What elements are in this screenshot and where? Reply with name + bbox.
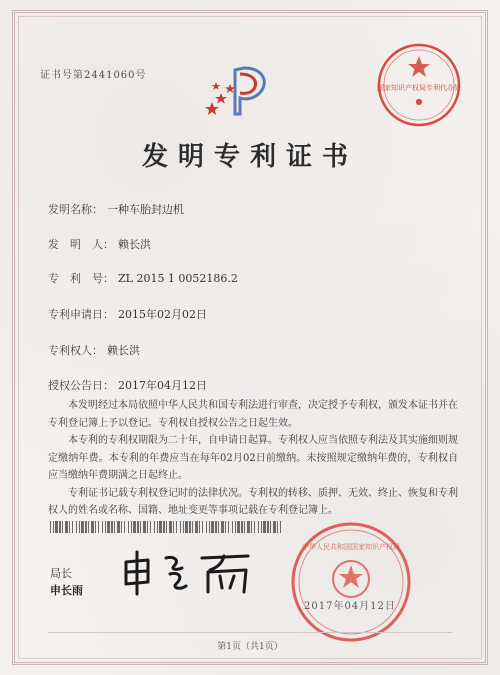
page-indicator: 第1页（共1页）	[217, 642, 283, 652]
field-grant-date: 授权公告日： 2017年04月12日	[48, 379, 207, 392]
field-application-date: 专利申请日： 2015年02月02日	[48, 308, 207, 321]
body-paragraph: 本发明经过本局依照中华人民共和国专利法进行审查，决定授予专利权，颁发本证书并在专利登记簿上予以登记。专利权自授权公告之日起生效。	[48, 400, 458, 429]
seal-bottom-text: 中华人民共和国国家知识产权局	[302, 543, 400, 551]
barcode	[50, 521, 284, 533]
body-paragraph: 本专利的专利权期限为二十年，自申请日起算。专利权人应当依照专利法及其实施细则规定缴纳年费。本专利的年费应当在每年02月02日前缴纳。未按照规定缴纳年费的，专利权自应当缴纳年费期满之日起终止。	[48, 435, 458, 481]
agency-seal	[376, 42, 462, 128]
field-inventor: 发 明 人： 赖长洪	[48, 238, 151, 251]
field-patent-number: 专 利 号： ZL 2015 1 0052186.2	[48, 272, 238, 285]
director-signature	[118, 548, 258, 596]
seal-top-text: 国家知识产权局专利代办处	[377, 84, 461, 92]
certificate-body	[48, 397, 458, 520]
certificate-title: 发明专利证书	[141, 142, 358, 172]
svg-text:●: ●	[415, 97, 423, 106]
body-paragraph: 专利证书记载专利权登记时的法律状况。专利权的转移、质押、无效、终止、恢复和专利权人的姓名或名称、国籍、地址变更等事项记载在专利登记簿上。	[48, 487, 458, 516]
certificate-number: 证书号第2441060号	[40, 70, 147, 81]
director-name: 申长雨	[50, 584, 83, 597]
patent-office-logo-icon	[204, 62, 284, 116]
official-seal	[288, 519, 414, 645]
seal-date: 2017年04月12日	[304, 601, 396, 612]
footer-divider	[48, 632, 452, 633]
field-invention-name: 发明名称： 一种车胎封边机	[48, 203, 184, 216]
director-title: 局长	[50, 567, 72, 580]
field-patentee: 专利权人： 赖长洪	[48, 344, 140, 357]
